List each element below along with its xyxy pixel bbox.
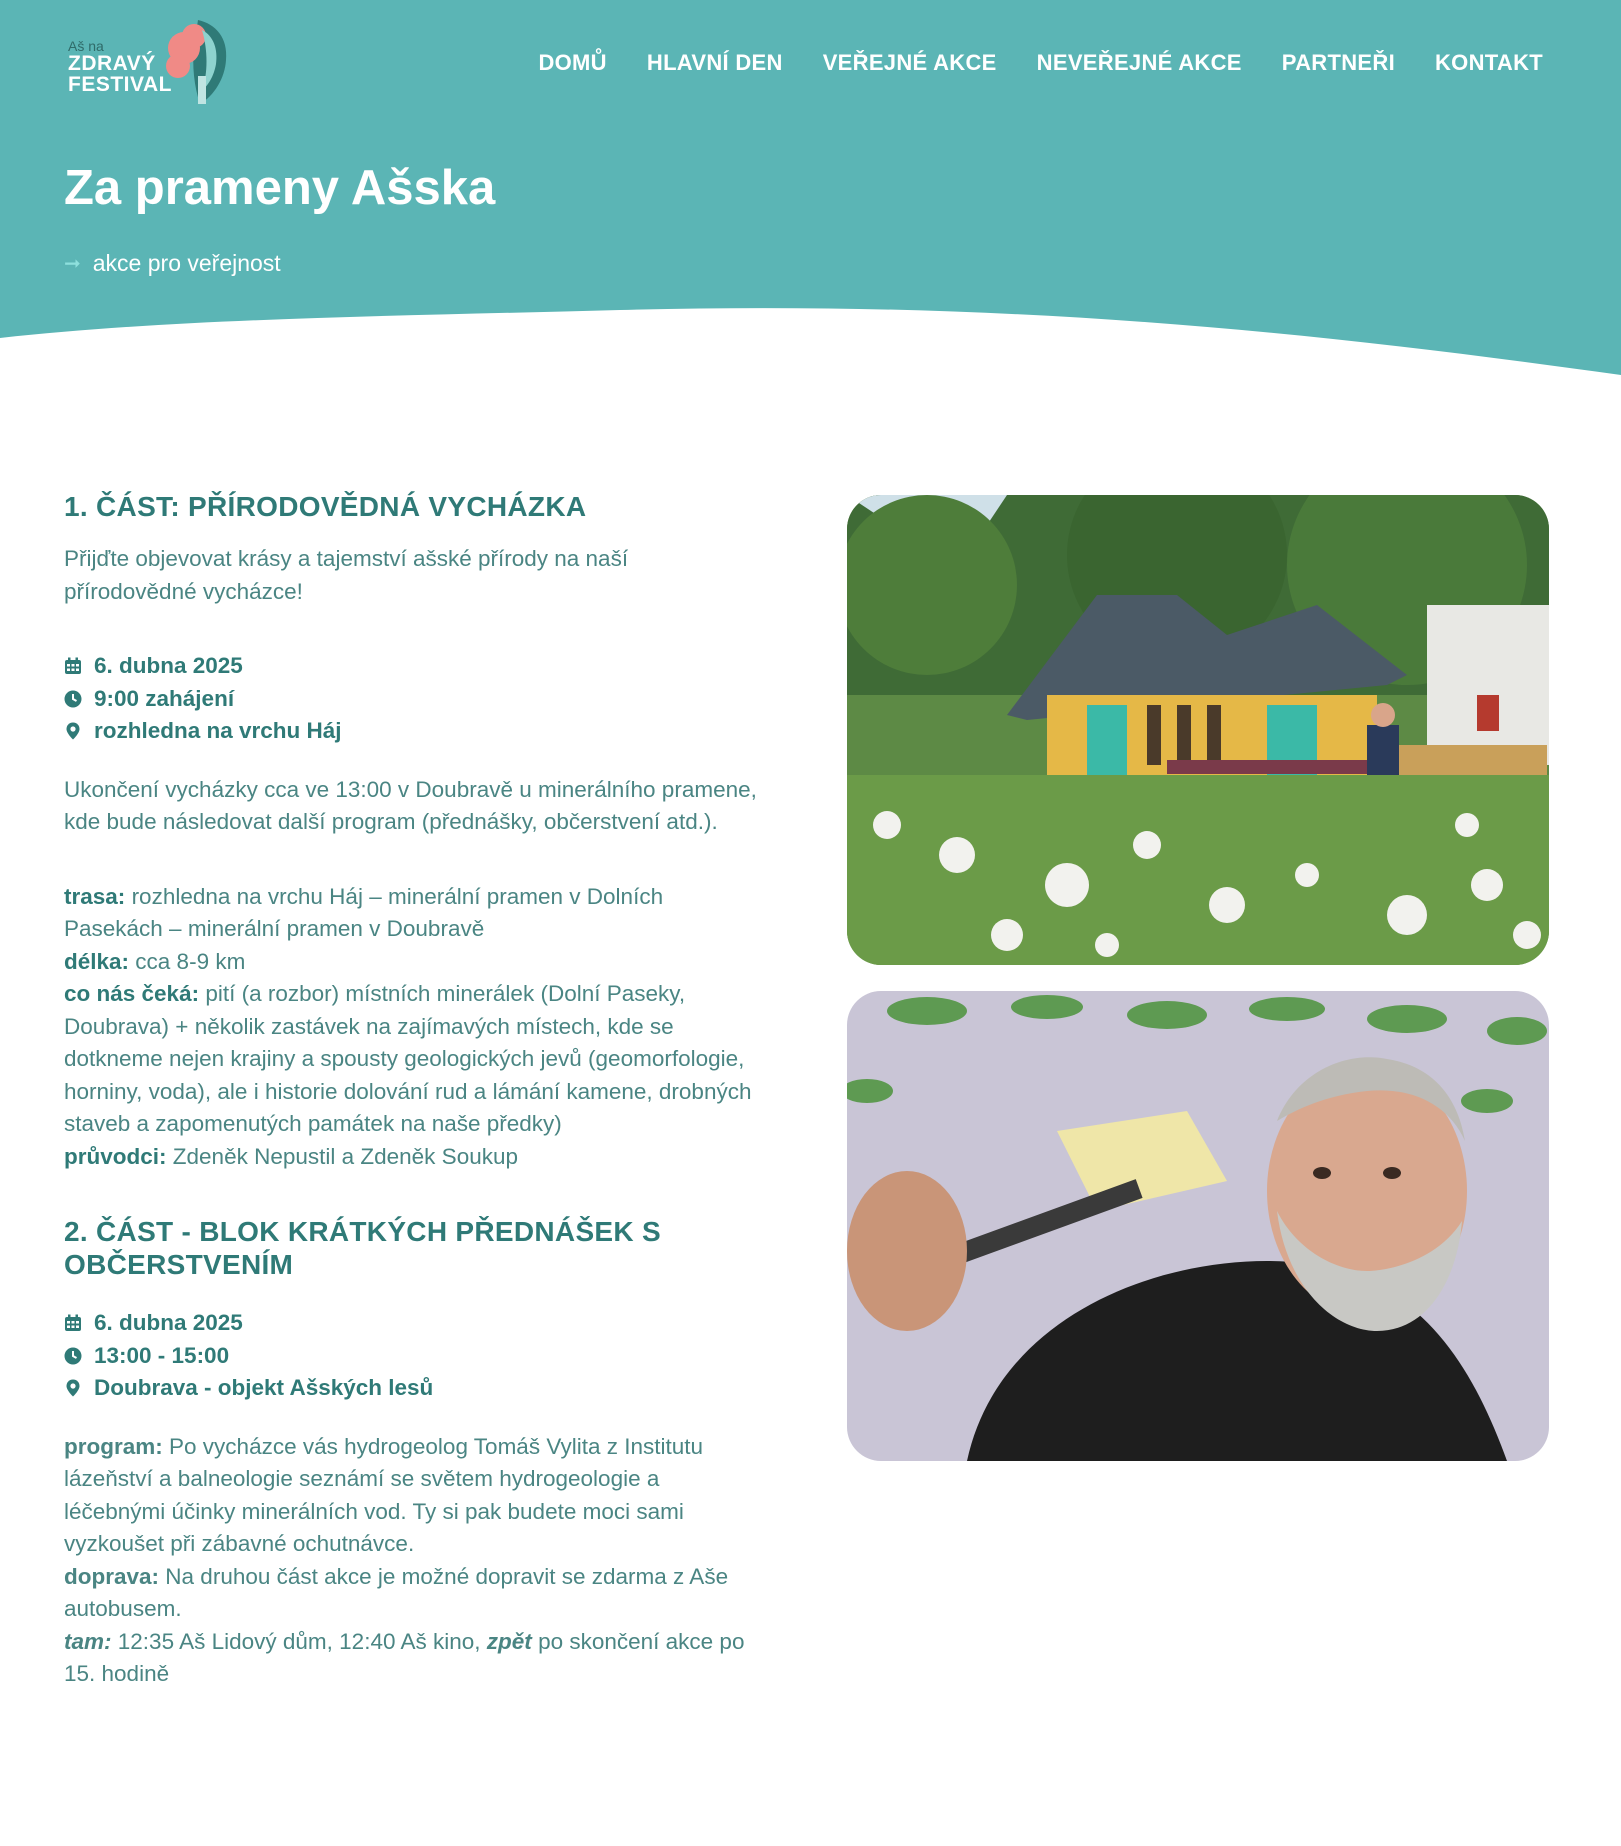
program-label: program: (64, 1433, 163, 1459)
event-content (64, 490, 764, 1691)
logo-text-small: Aš na (68, 38, 104, 54)
part2-details (64, 1431, 764, 1691)
nav-item-domu[interactable]: DOMŮ (538, 50, 607, 75)
transport-text: Na druhou část akce je možné dopravit se zdarma z Aše autobusem. (64, 1563, 729, 1621)
part2-date: 6. dubna 2025 (94, 1310, 243, 1335)
nav-item-hlavni-den[interactable]: HLAVNÍ DEN (646, 50, 783, 75)
hydrogeologist-image (847, 991, 1549, 1461)
guides-text: Zdeněk Nepustil a Zdeněk Soukup (172, 1143, 518, 1169)
part1-place: rozhledna na vrchu Háj (94, 718, 342, 743)
calendar-icon (64, 1314, 82, 1332)
photo-hydrogeologist (847, 991, 1549, 1461)
subtitle-text: akce pro veřejnost (92, 250, 281, 276)
clock-icon (64, 1347, 82, 1365)
photo-mineral-spring-pavilion (847, 495, 1549, 965)
part1-heading: 1. ČÁST: PŘÍRODOVĚDNÁ VYCHÁZKA (64, 491, 587, 522)
part2-meta (64, 1307, 764, 1405)
length-text: cca 8-9 km (135, 948, 246, 974)
part2-heading: 2. ČÁST - BLOK KRÁTKÝCH PŘEDNÁŠEK S OBČERSTVENÍM (64, 1216, 661, 1280)
nav-item-kontakt[interactable]: KONTAKT (1434, 50, 1543, 75)
nav-item-partneri[interactable]: PARTNEŘI (1281, 50, 1395, 75)
clock-icon (64, 690, 82, 708)
main-navigation (538, 50, 1543, 76)
program-text: Po vycházce vás hydrogeolog Tomáš Vylita z Institutu lázeňství a balneologie seznámí se světem hydrogeologie a léčebnými účinky minerálních vod. Ty si pak budete moci sami vyzkoušet při zábavné ochutnávce. (64, 1433, 704, 1556)
part1-details (64, 881, 764, 1174)
back-label: zpět (486, 1628, 532, 1654)
logo-text-line2: FESTIVAL (68, 73, 172, 96)
expect-text: pití (a rozbor) místních minerálek (Dolní Paseky, Doubrava) + několik zastávek na zajímavých místech, kde se dotkneme nejen krajiny a spousty geologických jevů (geomorfologie, horniny, voda), ale i historie dolování rud a lámání kamene, drobných staveb a zapomenutých památek na naše předky) (64, 981, 752, 1136)
page-subtitle (64, 250, 281, 277)
part1-date-row (64, 650, 764, 683)
nav-item-neverejne-akce[interactable]: NEVEŘEJNÉ AKCE (1036, 50, 1242, 75)
calendar-icon (64, 657, 82, 675)
logo-text-line1: ZDRAVÝ (68, 52, 156, 75)
map-pin-icon (64, 722, 82, 740)
expect-label: co nás čeká: (64, 981, 200, 1006)
there-text: 12:35 Aš Lidový dům, 12:40 Aš kino, (117, 1628, 481, 1654)
transport-label: doprava: (64, 1563, 160, 1589)
spring-pavilion-image (847, 495, 1549, 965)
part1-time-row (64, 683, 764, 716)
map-pin-icon (64, 1379, 82, 1397)
route-text: rozhledna na vrchu Háj – minerální pramen v Dolních Pasekách – minerální pramen v Doubravě (64, 883, 664, 941)
page-title: Za prameny Ašska (64, 161, 496, 215)
there-label: tam: (64, 1628, 112, 1654)
part1-place-row (64, 715, 764, 748)
part2-time: 13:00 - 15:00 (94, 1342, 230, 1368)
nav-item-verejne-akce[interactable]: VEŘEJNÉ AKCE (822, 50, 997, 75)
part2-place-row (64, 1372, 764, 1405)
site-logo[interactable] (68, 16, 228, 120)
part1-end-text: Ukončení vycházky cca ve 13:00 v Doubravě u minerálního pramene, kde bude následovat další program (přednášky, občerstvení atd.). (64, 776, 757, 834)
guides-label: průvodci: (64, 1143, 167, 1169)
arrow-right-icon: ➞ (64, 253, 81, 275)
part2-date-row (64, 1307, 764, 1340)
hero-header (0, 0, 1621, 380)
length-label: délka: (64, 948, 130, 974)
part1-intro: Přijďte objevovat krásy a tajemství ašské přírody na naší přírodovědné vycházce! (64, 546, 629, 604)
part2-place: Doubrava - objekt Ašských lesů (94, 1375, 434, 1400)
back-text: po skončení akce po 15. hodině (64, 1628, 745, 1686)
part1-meta (64, 650, 764, 748)
part1-time: 9:00 zahájení (94, 685, 235, 711)
part1-date: 6. dubna 2025 (94, 653, 243, 678)
route-label: trasa: (64, 883, 126, 909)
part2-time-row (64, 1340, 764, 1373)
